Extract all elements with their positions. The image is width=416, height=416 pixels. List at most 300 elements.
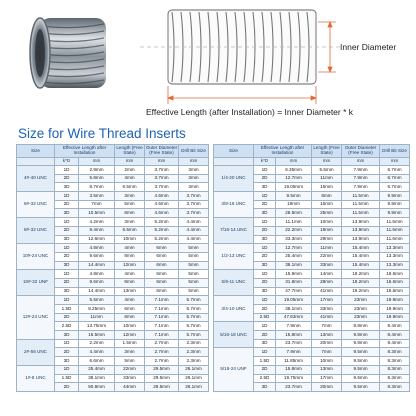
table-cell: 4.4mm (179, 235, 209, 244)
table-cell: 19.05mm (276, 296, 312, 305)
table-cell: 5mm (115, 357, 145, 366)
table-cell: 2.3mm (179, 339, 209, 348)
size-cell: 1/4-20 UNC (214, 166, 254, 192)
table-cell: 8.4mm (380, 322, 410, 331)
col-header-size: Size (17, 145, 55, 158)
table-cell: 3.5mm (79, 192, 115, 201)
table-cell: 3D (254, 287, 276, 296)
table-cell: 23.7mm (276, 339, 312, 348)
table-cell: 8.3mm (380, 348, 410, 357)
table-cell: 12.7mm (276, 244, 312, 253)
table-cell: 2D (254, 174, 276, 183)
table-cell: 14.4mm (79, 261, 115, 270)
table-cell: 5.2mm (145, 226, 179, 235)
table-cell: 20mm (312, 383, 342, 392)
table-cell: 5.5mm (312, 166, 342, 175)
table-cell: 13.9mm (342, 218, 380, 227)
table-cell: 9.8mm (342, 322, 380, 331)
table-row (214, 166, 410, 175)
unit-cell: mm (115, 158, 145, 166)
table-cell: 23mm (342, 313, 380, 322)
table-cell: 9.5mm (342, 348, 380, 357)
table-cell: 41mm (312, 313, 342, 322)
table-cell: 6.7mm (380, 174, 410, 183)
col-header-drill-bit: Drill Bit Size (179, 145, 209, 158)
table-cell: 13.75mm (79, 322, 115, 331)
table-cell: 29.5mm (145, 374, 179, 383)
table-cell: 8.25mm (79, 305, 115, 314)
table-cell: 15.9mm (276, 270, 312, 279)
table-cell: 15.8mm (276, 365, 312, 374)
table-cell: 1D (55, 339, 79, 348)
size-cell: 5/16-24 UNF (214, 348, 254, 391)
table-cell: 7.1mm (145, 305, 179, 314)
table-cell: 28.5mm (276, 209, 312, 218)
table-cell: 19mm (312, 226, 342, 235)
table-cell: 3.7mm (145, 183, 179, 192)
table-cell: 6.6mm (79, 357, 115, 366)
table-row (17, 192, 209, 201)
table-cell: 13.9mm (342, 226, 380, 235)
table-cell: 16mm (312, 200, 342, 209)
table-cell: 8mm (115, 252, 145, 261)
size-cell: 6#-32 UNC (17, 192, 55, 218)
table-cell: 1.5D (254, 357, 276, 366)
table-cell: 6mm (145, 244, 179, 253)
table-cell: 19.2mm (342, 270, 380, 279)
col-header-drill-bit: Drill Bit Size (380, 145, 410, 158)
table-cell: 2D (254, 278, 276, 287)
size-cell: 4#-40 UNC (17, 166, 55, 192)
table-cell: 9.6mm (79, 252, 115, 261)
table-cell: 3mm (179, 166, 209, 175)
insert-line-drawing (140, 10, 340, 84)
table-cell: 47.63mm (276, 313, 312, 322)
table-cell: 3D (55, 261, 79, 270)
effective-length-dimension (168, 86, 316, 104)
table-cell: 2D (55, 313, 79, 322)
table-cell: 3D (55, 331, 79, 340)
table-cell: 19.9mm (380, 313, 410, 322)
table-cell: 5.2mm (145, 235, 179, 244)
unit-cell: mm (276, 158, 312, 166)
table-cell: 5mm (179, 261, 209, 270)
table-cell: 41mm (312, 287, 342, 296)
table-row (17, 296, 209, 305)
table-cell: 13.3mm (380, 252, 410, 261)
table-cell: 3D (254, 383, 276, 392)
table-cell: 1D (254, 218, 276, 227)
table-cell: 8.3mm (380, 365, 410, 374)
table-cell: 11mm (79, 313, 115, 322)
table-cell: 8mm (115, 313, 145, 322)
table-row (214, 270, 410, 279)
table-row (17, 244, 209, 253)
table-cell: 17mm (312, 374, 342, 383)
table-cell: 2D (254, 365, 276, 374)
table-cell: 12mm (115, 261, 145, 270)
table-cell: 50.8mm (79, 383, 115, 392)
table-cell: 9.5mm (342, 383, 380, 392)
table-cell: 10mm (115, 235, 145, 244)
table-row (17, 339, 209, 348)
table-cell: 3D (55, 209, 79, 218)
size-cell: 10#-24 UNC (17, 244, 55, 270)
table-cell: 2D (254, 200, 276, 209)
table-cell: 33mm (312, 261, 342, 270)
table-cell: 1D (55, 244, 79, 253)
table-cell: 9.6mm (79, 278, 115, 287)
col-header-outer-diameter: Outer Diameter (Free State) (342, 145, 380, 158)
table-cell: 2D (55, 252, 79, 261)
table-cell: 7.9mm (342, 166, 380, 175)
table-cell: 1D (55, 365, 79, 374)
table-cell: 29.5mm (145, 365, 179, 374)
unit-cell: mm (380, 158, 410, 166)
table-cell: 6mm (145, 287, 179, 296)
table-row (214, 348, 410, 357)
table-cell: 11.1mm (276, 218, 312, 227)
table-cell: 13mm (312, 365, 342, 374)
table-cell: 3.7mm (145, 166, 179, 175)
table-cell: 8.3mm (380, 357, 410, 366)
table-cell: 44mm (115, 383, 145, 392)
table-cell: 3.7mm (179, 209, 209, 218)
col-header-size: Size (214, 145, 254, 158)
table-cell: 22mm (115, 365, 145, 374)
table-cell: 4.4mm (79, 348, 115, 357)
table-row (214, 322, 410, 331)
table-cell: 10mm (312, 357, 342, 366)
col-header-outer-diameter: Outer Diameter (Free State) (145, 145, 179, 158)
table-cell: 8.4mm (380, 339, 410, 348)
table-cell: 8.3mm (380, 374, 410, 383)
table-cell: 6.5mm (115, 226, 145, 235)
table-cell: 19.75mm (276, 374, 312, 383)
table-cell: 2D (55, 174, 79, 183)
table-cell: 26.1mm (179, 383, 209, 392)
table-cell: 14mm (312, 270, 342, 279)
table-cell: 1D (254, 296, 276, 305)
table-cell: 8mm (115, 278, 145, 287)
table-cell: 1D (254, 166, 276, 175)
table-cell: 8mm (115, 209, 145, 218)
page-title: Size for Wire Thread Inserts (18, 126, 186, 141)
table-cell: 2D (254, 305, 276, 314)
unit-cell: mm (79, 158, 115, 166)
table-row (214, 244, 410, 253)
table-cell: 7.9mm (342, 174, 380, 183)
table-cell: 5mm (115, 200, 145, 209)
table-cell: 6mm (145, 252, 179, 261)
table-cell: 2.3mm (179, 348, 209, 357)
table-cell: 5.5mm (79, 296, 115, 305)
col-header-length: Length (Free State) (115, 145, 145, 158)
table-cell: 3mm (179, 183, 209, 192)
unit-cell: mm (342, 158, 380, 166)
table-cell: 9.5mm (342, 374, 380, 383)
table-cell: 6mm (145, 261, 179, 270)
table-cell: 7.9mm (342, 183, 380, 192)
table-cell: 13mm (115, 287, 145, 296)
table-cell: 13.3mm (380, 261, 410, 270)
table-cell: 10mm (115, 322, 145, 331)
table-cell: 15.8mm (276, 331, 312, 340)
table-cell: 15.4mm (342, 252, 380, 261)
table-cell: 6.35mm (276, 166, 312, 175)
table-cell: 23mm (342, 296, 380, 305)
table-cell: 4.8mm (79, 270, 115, 279)
table-cell: 19.05mm (276, 183, 312, 192)
size-cell: 3/8-16 UNC (214, 192, 254, 218)
table-cell: 3D (254, 209, 276, 218)
table-cell: 31.8mm (276, 278, 312, 287)
table-cell: 33mm (312, 305, 342, 314)
table-cell: 22mm (312, 252, 342, 261)
table-cell: 2.7mm (145, 348, 179, 357)
table-cell: 7.9mm (276, 322, 312, 331)
table-cell: 6.7mm (380, 166, 410, 175)
table-cell: 19.9mm (380, 296, 410, 305)
table-cell: 2.7mm (145, 339, 179, 348)
effective-length-label: Effective Length (after Installation) = Inner Diameter * k (146, 107, 354, 117)
table-cell: 9.9mm (380, 192, 410, 201)
table-cell: 3D (254, 261, 276, 270)
table-cell: 4.6mm (145, 200, 179, 209)
col-header-length: Length (Free State) (312, 145, 342, 158)
table-cell: 19.9mm (380, 305, 410, 314)
table-cell: 2D (55, 348, 79, 357)
table-cell: 3D (254, 235, 276, 244)
table-cell: 11.6mm (380, 218, 410, 227)
table-cell: 3D (55, 183, 79, 192)
table-cell: 20mm (312, 339, 342, 348)
table-cell: 4.8mm (79, 244, 115, 253)
table-cell: 3.7mm (145, 174, 179, 183)
table-row (214, 192, 410, 201)
table-row (17, 270, 209, 279)
table-cell: 7.9mm (276, 348, 312, 357)
table-cell: 2.7mm (145, 357, 179, 366)
table-cell: 2D (254, 252, 276, 261)
table-cell: 2D (55, 200, 79, 209)
unit-cell: mm (145, 158, 179, 166)
table-cell: 8.7mm (79, 183, 115, 192)
table-cell: 3D (254, 183, 276, 192)
unit-cell: k*D (55, 158, 79, 166)
table-cell: 3D (55, 287, 79, 296)
table-cell: 2.5D (55, 322, 79, 331)
table-cell: 3mm (115, 348, 145, 357)
table-cell: 23.7mm (276, 383, 312, 392)
table-cell: 5mm (179, 287, 209, 296)
table-cell: 3mm (115, 218, 145, 227)
table-cell: 16.6mm (380, 287, 410, 296)
table-cell: 2.2mm (79, 339, 115, 348)
table-cell: 15.4mm (342, 261, 380, 270)
size-cell: 3/4-10 UNC (214, 296, 254, 322)
table-cell: 4.6mm (145, 209, 179, 218)
table-cell: 26.1mm (179, 365, 209, 374)
table-cell: 11.5mm (342, 200, 380, 209)
table-cell: 4mm (115, 244, 145, 253)
table-cell: 6mm (145, 270, 179, 279)
table-cell: 3D (55, 357, 79, 366)
table-cell: 11.6mm (380, 235, 410, 244)
table-cell: 9.5mm (342, 357, 380, 366)
table-cell: 23mm (342, 305, 380, 314)
size-cell: 5/16-18 UNC (214, 322, 254, 348)
table-body (17, 166, 209, 392)
table-cell: 4mm (115, 270, 145, 279)
table-cell: 1D (55, 218, 79, 227)
table-cell: 8.4mm (380, 331, 410, 340)
table-cell: 2D (55, 383, 79, 392)
table-cell: 12.7mm (276, 174, 312, 183)
table-cell: 5.7mm (179, 331, 209, 340)
table-cell: 5mm (179, 244, 209, 253)
table-cell: 1D (55, 270, 79, 279)
table-cell: 13mm (312, 331, 342, 340)
table-cell: 4mm (115, 174, 145, 183)
table-cell: 1D (55, 296, 79, 305)
table-cell: 7mm (79, 200, 115, 209)
table-cell: 2D (254, 226, 276, 235)
table-cell: 1D (254, 244, 276, 253)
table-cell: 8.3mm (380, 383, 410, 392)
size-cell: 5/8-11 UNC (214, 270, 254, 296)
size-cell: 1/2-13 UNC (214, 244, 254, 270)
table-cell: 2D (55, 278, 79, 287)
table-cell: 5mm (179, 252, 209, 261)
table-cell: 13.9mm (342, 235, 380, 244)
table-cell: 12mm (115, 331, 145, 340)
table-cell: 11.5mm (342, 192, 380, 201)
product-diagram (0, 0, 416, 122)
table-cell: 5mm (179, 278, 209, 287)
table-cell: 11.5mm (342, 209, 380, 218)
table-cell: 9.8mm (342, 331, 380, 340)
table-cell: 9.8mm (342, 339, 380, 348)
table-cell: 15.4mm (342, 244, 380, 253)
table-cell: 9.5mm (342, 365, 380, 374)
table-cell: 4.4mm (179, 226, 209, 235)
table-cell: 7.1mm (145, 331, 179, 340)
table-cell: 1D (55, 192, 79, 201)
table-cell: 33.3mm (276, 235, 312, 244)
table-cell: 5.8mm (79, 174, 115, 183)
unit-cell (214, 158, 254, 166)
table-cell: 3D (55, 235, 79, 244)
table-cell: 7.1mm (145, 313, 179, 322)
inner-diameter-label: Inner Diameter (340, 42, 397, 52)
table-cell: 7mm (312, 348, 342, 357)
table-row (17, 166, 209, 175)
table-cell: 28mm (312, 278, 342, 287)
table-cell: 1.5mm (115, 339, 145, 348)
col-header-effective-length: Effective Length after Installation (55, 145, 115, 158)
table-cell: 3.7mm (179, 200, 209, 209)
size-cell: 8#-32 UNC (17, 218, 55, 244)
table-cell: 1D (254, 322, 276, 331)
size-cell: 10#-32 UNF (17, 270, 55, 296)
table-cell: 19mm (276, 200, 312, 209)
table-cell: 16.6mm (380, 270, 410, 279)
table-cell: 19.2mm (342, 287, 380, 296)
table-cell: 1.5D (55, 305, 79, 314)
table-cell: 11mm (312, 174, 342, 183)
table-cell: 1D (55, 166, 79, 175)
table-body (214, 166, 410, 392)
table-cell: 6mm (145, 278, 179, 287)
insert-photo (30, 18, 106, 88)
table-cell: 4mm (115, 296, 145, 305)
table-cell: 17mm (312, 296, 342, 305)
table-cell: 4.4mm (179, 218, 209, 227)
table-cell: 1D (254, 270, 276, 279)
table-cell: 25.4mm (276, 252, 312, 261)
table-cell: 1D (254, 348, 276, 357)
table-cell: 8.4mm (79, 226, 115, 235)
table-cell: 16.5mm (79, 331, 115, 340)
table-cell: 7mm (312, 322, 342, 331)
size-cell: 12#-24 UNC (17, 296, 55, 339)
table-cell: 13.3mm (380, 244, 410, 253)
table-cell: 2.5D (254, 374, 276, 383)
table-cell: 6mm (115, 305, 145, 314)
table-cell: 10.5mm (79, 209, 115, 218)
table-cell: 16.6mm (380, 278, 410, 287)
table-cell: 29mm (312, 235, 342, 244)
table-cell: 8mm (312, 192, 342, 201)
table-cell: 38.1mm (79, 374, 115, 383)
table-cell: 9.9mm (380, 209, 410, 218)
table-cell: 25.4mm (79, 365, 115, 374)
table-row (17, 365, 209, 374)
table-cell: 11.6mm (380, 226, 410, 235)
table-cell: 22.2mm (276, 226, 312, 235)
table-cell: 9.9mm (380, 200, 410, 209)
unit-cell (17, 158, 55, 166)
table-cell: 25mm (312, 209, 342, 218)
table-cell: 2.5D (254, 313, 276, 322)
size-table-left (16, 144, 209, 392)
inner-diameter-dimension (318, 22, 336, 72)
unit-cell: k*D (254, 158, 276, 166)
table-cell: 2.9mm (79, 166, 115, 175)
table-cell: 38.1mm (276, 261, 312, 270)
table-cell: 47.7mm (276, 287, 312, 296)
table-cell: 5.7mm (179, 296, 209, 305)
size-cell: 2#-56 UNC (17, 339, 55, 365)
table-cell: 3D (254, 339, 276, 348)
table-cell: 12.6mm (79, 235, 115, 244)
table-cell: 19.2mm (342, 278, 380, 287)
table-row (214, 296, 410, 305)
table-cell: 2mm (115, 166, 145, 175)
table-cell: 3mm (179, 174, 209, 183)
table-cell: 7.1mm (145, 322, 179, 331)
table-cell: 5.7mm (179, 322, 209, 331)
size-table-right (213, 144, 410, 392)
table-cell: 1D (254, 192, 276, 201)
table-cell: 6.7mm (380, 183, 410, 192)
table-row (17, 218, 209, 227)
table-cell: 10mm (312, 218, 342, 227)
table-cell: 6.5mm (115, 183, 145, 192)
col-header-effective-length: Effective Length after Installation (254, 145, 312, 158)
unit-cell: mm (179, 158, 209, 166)
